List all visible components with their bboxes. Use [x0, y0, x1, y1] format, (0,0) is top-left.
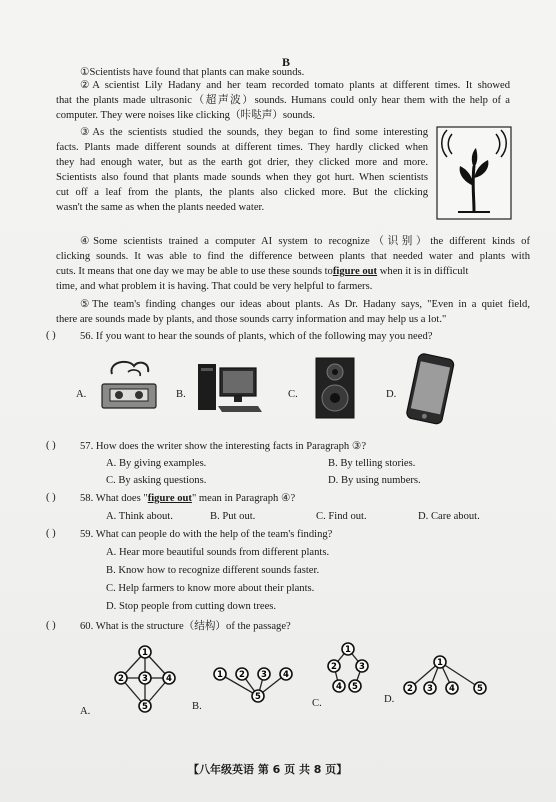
svg-text:3: 3: [359, 662, 365, 673]
diagram-node-5: [139, 700, 151, 712]
q57-option-a[interactable]: A. By giving examples.: [106, 458, 207, 469]
diagram-node-2: [328, 660, 340, 672]
q59-option-b[interactable]: B. Know how to recognize different sounds faster.: [106, 565, 320, 576]
q56-option-d-label: D.: [386, 389, 397, 400]
question-59-stem: 59. What can people do with the help of the team's finding?: [80, 529, 333, 540]
answer-blank-56[interactable]: ( ): [46, 330, 56, 341]
paragraph-4-line-1: ④Some scientists trained a computer AI system to recognize（识别）the different kinds of: [80, 236, 530, 247]
diagram-node-3: [258, 668, 270, 680]
q59-option-a[interactable]: A. Hear more beautiful sounds from different plants.: [106, 547, 330, 558]
q56-option-c-label: C.: [288, 389, 298, 400]
plant-sound-icon: [436, 126, 512, 220]
q58-option-a[interactable]: A. Think about.: [106, 511, 173, 522]
diagram-node-4: [333, 680, 345, 692]
diagram-node-2: [404, 682, 416, 694]
q57-option-d[interactable]: D. By using numbers.: [328, 475, 421, 486]
diagram-node-5: [252, 690, 264, 702]
svg-text:4: 4: [449, 684, 455, 695]
diagram-node-1: [214, 668, 226, 680]
diagram-node-4: [446, 682, 458, 694]
diagram-node-1: [434, 656, 446, 668]
paragraph-2-line-1: ②A scientist Lily Hadany and her team recorded tomato plants at different times. It showed: [80, 80, 510, 91]
speaker-icon: [312, 356, 358, 420]
page-footer: 【八年级英语 第 6 页 共 8 页】: [188, 763, 348, 776]
q56-option-b-label: B.: [176, 389, 186, 400]
answer-blank-59[interactable]: ( ): [46, 528, 56, 539]
paragraph-4-line-2: clicking sounds. It was able to find the difference between plants that needed water and plants with: [56, 251, 530, 262]
diagram-node-5: [474, 682, 486, 694]
svg-text:1: 1: [217, 670, 223, 681]
q59-option-d[interactable]: D. Stop people from cutting down trees.: [106, 601, 277, 612]
svg-text:3: 3: [427, 684, 433, 695]
answer-blank-60[interactable]: ( ): [46, 620, 56, 631]
structure-diagram-a[interactable]: [112, 644, 182, 714]
paragraph-1: ①Scientists have found that plants can make sounds.: [80, 67, 305, 78]
diagram-node-4: [280, 668, 292, 680]
answer-blank-57[interactable]: ( ): [46, 440, 56, 451]
svg-text:1: 1: [345, 645, 351, 656]
q56-option-a-label: A.: [76, 389, 87, 400]
diagram-node-4: [163, 672, 175, 684]
paragraph-3-line-3: they had enough water, but as the earth got drier, they clicked more and more.: [56, 157, 428, 168]
diagram-node-2: [236, 668, 248, 680]
paragraph-3-line-5: cut off a leaf from the plants, the plants also clicked more. But the clicking: [56, 187, 428, 198]
diagram-node-3: [424, 682, 436, 694]
section-title: B: [282, 55, 291, 69]
figure-out-key: figure out: [147, 493, 192, 504]
paragraph-3-line-6: wasn't the same as when the plants needed water.: [56, 202, 265, 213]
q57-option-b[interactable]: B. By telling stories.: [328, 458, 416, 469]
computer-icon: [196, 360, 264, 416]
svg-text:2: 2: [331, 662, 337, 673]
diagram-node-1: [139, 646, 151, 658]
paragraph-3-line-4: Scientists also found that plants made sounds when they got hurt. When scientists: [56, 172, 428, 183]
q58-option-b[interactable]: B. Put out.: [210, 511, 256, 522]
svg-text:4: 4: [336, 682, 342, 693]
diagram-node-5: [349, 680, 361, 692]
smartphone-icon: [402, 352, 460, 428]
svg-text:3: 3: [142, 674, 148, 685]
question-60-stem: 60. What is the structure（结构）of the passage?: [80, 621, 291, 632]
paragraph-5-line-1: ⑤The team's finding changes our ideas about plants. As Dr. Hadany says, "Even in a quiet field,: [80, 299, 530, 310]
svg-text:1: 1: [437, 658, 443, 669]
figure-out-phrase: figure out: [332, 266, 378, 277]
structure-diagram-d[interactable]: [400, 654, 492, 696]
svg-text:2: 2: [239, 670, 245, 681]
q60-option-d-label: D.: [384, 694, 395, 705]
svg-text:5: 5: [477, 684, 483, 695]
paragraph-2-line-3: computer. They were noises like clicking（咔哒声）sounds.: [56, 110, 316, 121]
svg-text:3: 3: [261, 670, 267, 681]
diagram-node-3: [356, 660, 368, 672]
q59-option-c[interactable]: C. Help farmers to know more about their plants.: [106, 583, 315, 594]
question-58-stem: 58. What does "figure out" mean in Paragraph ④?: [80, 493, 296, 504]
svg-text:2: 2: [407, 684, 413, 695]
svg-text:5: 5: [352, 682, 358, 693]
diagram-node-1: [342, 643, 354, 655]
svg-text:2: 2: [118, 674, 124, 685]
question-56-stem: 56. If you want to hear the sounds of plants, which of the following may you need?: [80, 331, 433, 342]
svg-text:4: 4: [166, 674, 172, 685]
diagram-node-3: [139, 672, 151, 684]
q60-option-c-label: C.: [312, 698, 322, 709]
diagram-node-2: [115, 672, 127, 684]
svg-text:5: 5: [142, 702, 148, 713]
paragraph-2-line-2: that the plants made ultrasonic（超声波）sounds. Humans could only hear them with the help of a: [56, 95, 510, 106]
answer-blank-58[interactable]: ( ): [46, 492, 56, 503]
paragraph-4-line-3: cuts. It means that one day we may be able to use these sounds tofigure out when it is in difficult: [56, 266, 469, 277]
paragraph-4-line-4: time, and what problem it is having. That could be very helpful to farmers.: [56, 281, 373, 292]
svg-text:1: 1: [142, 648, 148, 659]
structure-diagram-b[interactable]: [212, 664, 312, 704]
svg-text:4: 4: [283, 670, 289, 681]
svg-text:5: 5: [255, 692, 261, 703]
structure-diagram-c[interactable]: [326, 642, 376, 694]
q60-option-b-label: B.: [192, 701, 202, 712]
q58-option-c[interactable]: C. Find out.: [316, 511, 367, 522]
cassette-tape-icon: [98, 358, 160, 412]
paragraph-3-line-1: ③As the scientists studied the sounds, they began to find some interesting: [80, 127, 428, 138]
paragraph-3-line-2: facts. Plants made different sounds at different times. They hardly clicked when: [56, 142, 428, 153]
paragraph-5-line-2: there are sounds made by plants, and those sounds carry information and may help us a lot.": [56, 314, 447, 325]
q60-option-a-label: A.: [80, 706, 91, 717]
question-57-stem: 57. How does the writer show the interesting facts in Paragraph ③?: [80, 441, 367, 452]
q58-option-d[interactable]: D. Care about.: [418, 511, 480, 522]
q57-option-c[interactable]: C. By asking questions.: [106, 475, 207, 486]
